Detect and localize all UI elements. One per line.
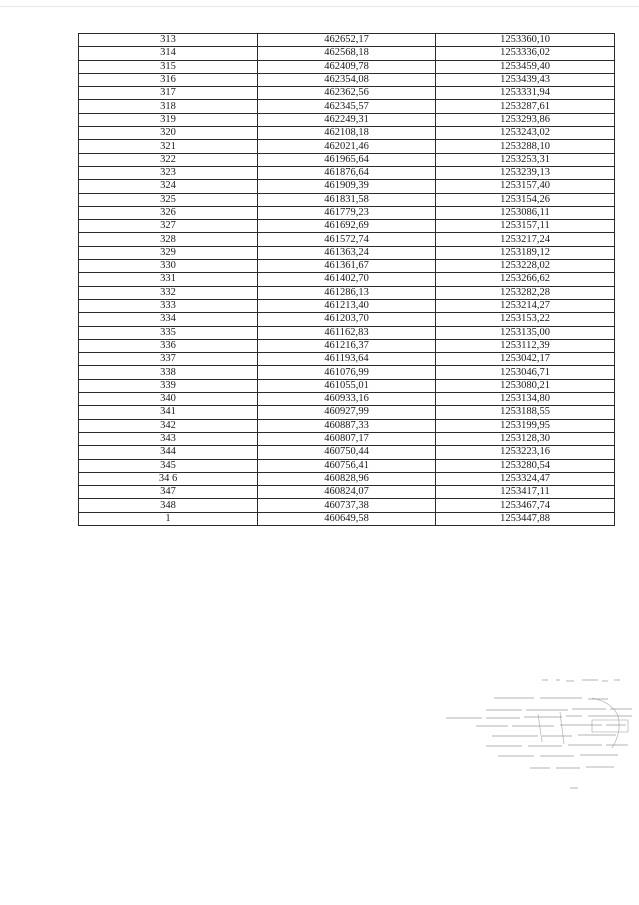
table-row xyxy=(79,127,615,140)
table-row xyxy=(79,432,615,445)
point-number-cell: 1 xyxy=(79,512,258,525)
table-row xyxy=(79,393,615,406)
point-number-cell: 348 xyxy=(79,499,258,512)
y-coordinate-cell: 1253080,21 xyxy=(436,379,615,392)
table-row xyxy=(79,406,615,419)
coordinates-table-body xyxy=(79,34,615,526)
y-coordinate-cell: 1253135,00 xyxy=(436,326,615,339)
y-coordinate-cell: 1253046,71 xyxy=(436,366,615,379)
point-number-cell: 329 xyxy=(79,246,258,259)
table-row xyxy=(79,246,615,259)
table-row xyxy=(79,366,615,379)
y-coordinate-cell: 1253134,80 xyxy=(436,393,615,406)
x-coordinate-cell: 461203,70 xyxy=(258,313,436,326)
point-number-cell: 340 xyxy=(79,393,258,406)
page-top-edge xyxy=(0,6,639,7)
y-coordinate-cell: 1253199,95 xyxy=(436,419,615,432)
point-number-cell: 323 xyxy=(79,166,258,179)
point-number-cell: 343 xyxy=(79,432,258,445)
y-coordinate-cell: 1253154,26 xyxy=(436,193,615,206)
x-coordinate-cell: 460750,44 xyxy=(258,446,436,459)
y-coordinate-cell: 1253336,02 xyxy=(436,47,615,60)
x-coordinate-cell: 462108,18 xyxy=(258,127,436,140)
point-number-cell: 335 xyxy=(79,326,258,339)
point-number-cell: 34 6 xyxy=(79,472,258,485)
x-coordinate-cell: 460933,16 xyxy=(258,393,436,406)
point-number-cell: 320 xyxy=(79,127,258,140)
x-coordinate-cell: 461965,64 xyxy=(258,153,436,166)
point-number-cell: 330 xyxy=(79,260,258,273)
y-coordinate-cell: 1253189,12 xyxy=(436,246,615,259)
x-coordinate-cell: 461076,99 xyxy=(258,366,436,379)
point-number-cell: 313 xyxy=(79,34,258,47)
table-row xyxy=(79,73,615,86)
y-coordinate-cell: 1253266,62 xyxy=(436,273,615,286)
coordinates-table xyxy=(78,33,615,526)
x-coordinate-cell: 461361,67 xyxy=(258,260,436,273)
x-coordinate-cell: 461162,83 xyxy=(258,326,436,339)
point-number-cell: 326 xyxy=(79,206,258,219)
x-coordinate-cell: 462652,17 xyxy=(258,34,436,47)
y-coordinate-cell: 1253439,43 xyxy=(436,73,615,86)
point-number-cell: 318 xyxy=(79,100,258,113)
table-row xyxy=(79,60,615,73)
point-number-cell: 324 xyxy=(79,180,258,193)
table-row xyxy=(79,299,615,312)
point-number-cell: 322 xyxy=(79,153,258,166)
table-row xyxy=(79,166,615,179)
y-coordinate-cell: 1253253,31 xyxy=(436,153,615,166)
y-coordinate-cell: 1253287,61 xyxy=(436,100,615,113)
y-coordinate-cell: 1253228,02 xyxy=(436,260,615,273)
y-coordinate-cell: 1253243,02 xyxy=(436,127,615,140)
y-coordinate-cell: 1253086,11 xyxy=(436,206,615,219)
x-coordinate-cell: 462021,46 xyxy=(258,140,436,153)
point-number-cell: 332 xyxy=(79,286,258,299)
x-coordinate-cell: 462354,08 xyxy=(258,73,436,86)
table-row xyxy=(79,260,615,273)
y-coordinate-cell: 1253042,17 xyxy=(436,353,615,366)
x-coordinate-cell: 461402,70 xyxy=(258,273,436,286)
point-number-cell: 347 xyxy=(79,486,258,499)
x-coordinate-cell: 461909,39 xyxy=(258,180,436,193)
point-number-cell: 337 xyxy=(79,353,258,366)
y-coordinate-cell: 1253288,10 xyxy=(436,140,615,153)
table-row xyxy=(79,87,615,100)
table-row xyxy=(79,326,615,339)
table-row xyxy=(79,180,615,193)
x-coordinate-cell: 462409,78 xyxy=(258,60,436,73)
x-coordinate-cell: 462249,31 xyxy=(258,113,436,126)
y-coordinate-cell: 1253417,11 xyxy=(436,486,615,499)
point-number-cell: 342 xyxy=(79,419,258,432)
x-coordinate-cell: 461876,64 xyxy=(258,166,436,179)
y-coordinate-cell: 1253447,88 xyxy=(436,512,615,525)
point-number-cell: 328 xyxy=(79,233,258,246)
y-coordinate-cell: 1253157,40 xyxy=(436,180,615,193)
x-coordinate-cell: 460887,33 xyxy=(258,419,436,432)
x-coordinate-cell: 461213,40 xyxy=(258,299,436,312)
x-coordinate-cell: 461055,01 xyxy=(258,379,436,392)
point-number-cell: 315 xyxy=(79,60,258,73)
y-coordinate-cell: 1253324,47 xyxy=(436,472,615,485)
point-number-cell: 325 xyxy=(79,193,258,206)
y-coordinate-cell: 1253239,13 xyxy=(436,166,615,179)
table-row xyxy=(79,499,615,512)
y-coordinate-cell: 1253128,30 xyxy=(436,432,615,445)
x-coordinate-cell: 461363,24 xyxy=(258,246,436,259)
approval-stamp-icon xyxy=(442,672,636,794)
point-number-cell: 317 xyxy=(79,87,258,100)
point-number-cell: 327 xyxy=(79,220,258,233)
point-number-cell: 339 xyxy=(79,379,258,392)
y-coordinate-cell: 1253112,39 xyxy=(436,339,615,352)
x-coordinate-cell: 461692,69 xyxy=(258,220,436,233)
x-coordinate-cell: 460756,41 xyxy=(258,459,436,472)
x-coordinate-cell: 461193,64 xyxy=(258,353,436,366)
y-coordinate-cell: 1253280,54 xyxy=(436,459,615,472)
table-row xyxy=(79,34,615,47)
table-row xyxy=(79,286,615,299)
x-coordinate-cell: 460649,58 xyxy=(258,512,436,525)
table-row xyxy=(79,206,615,219)
x-coordinate-cell: 462345,57 xyxy=(258,100,436,113)
table-row xyxy=(79,220,615,233)
y-coordinate-cell: 1253157,11 xyxy=(436,220,615,233)
x-coordinate-cell: 461779,23 xyxy=(258,206,436,219)
y-coordinate-cell: 1253331,94 xyxy=(436,87,615,100)
x-coordinate-cell: 461831,58 xyxy=(258,193,436,206)
table-row xyxy=(79,446,615,459)
y-coordinate-cell: 1253188,55 xyxy=(436,406,615,419)
point-number-cell: 321 xyxy=(79,140,258,153)
x-coordinate-cell: 462362,56 xyxy=(258,87,436,100)
table-row xyxy=(79,486,615,499)
table-row xyxy=(79,153,615,166)
point-number-cell: 336 xyxy=(79,339,258,352)
y-coordinate-cell: 1253459,40 xyxy=(436,60,615,73)
point-number-cell: 334 xyxy=(79,313,258,326)
table-row xyxy=(79,379,615,392)
table-row xyxy=(79,472,615,485)
y-coordinate-cell: 1253214,27 xyxy=(436,299,615,312)
table-row xyxy=(79,512,615,525)
table-row xyxy=(79,313,615,326)
x-coordinate-cell: 460824,07 xyxy=(258,486,436,499)
point-number-cell: 333 xyxy=(79,299,258,312)
x-coordinate-cell: 460927,99 xyxy=(258,406,436,419)
y-coordinate-cell: 1253467,74 xyxy=(436,499,615,512)
x-coordinate-cell: 461572,74 xyxy=(258,233,436,246)
point-number-cell: 316 xyxy=(79,73,258,86)
point-number-cell: 314 xyxy=(79,47,258,60)
table-row xyxy=(79,353,615,366)
y-coordinate-cell: 1253360,10 xyxy=(436,34,615,47)
table-row xyxy=(79,419,615,432)
y-coordinate-cell: 1253282,28 xyxy=(436,286,615,299)
table-row xyxy=(79,339,615,352)
table-row xyxy=(79,47,615,60)
table-row xyxy=(79,459,615,472)
x-coordinate-cell: 461286,13 xyxy=(258,286,436,299)
point-number-cell: 331 xyxy=(79,273,258,286)
table-row xyxy=(79,233,615,246)
x-coordinate-cell: 462568,18 xyxy=(258,47,436,60)
y-coordinate-cell: 1253153,22 xyxy=(436,313,615,326)
x-coordinate-cell: 461216,37 xyxy=(258,339,436,352)
x-coordinate-cell: 460807,17 xyxy=(258,432,436,445)
table-row xyxy=(79,273,615,286)
y-coordinate-cell: 1253217,24 xyxy=(436,233,615,246)
point-number-cell: 344 xyxy=(79,446,258,459)
point-number-cell: 341 xyxy=(79,406,258,419)
table-row xyxy=(79,140,615,153)
table-row xyxy=(79,100,615,113)
y-coordinate-cell: 1253223,16 xyxy=(436,446,615,459)
point-number-cell: 338 xyxy=(79,366,258,379)
table-row xyxy=(79,113,615,126)
x-coordinate-cell: 460737,38 xyxy=(258,499,436,512)
point-number-cell: 345 xyxy=(79,459,258,472)
x-coordinate-cell: 460828,96 xyxy=(258,472,436,485)
point-number-cell: 319 xyxy=(79,113,258,126)
table-row xyxy=(79,193,615,206)
y-coordinate-cell: 1253293,86 xyxy=(436,113,615,126)
